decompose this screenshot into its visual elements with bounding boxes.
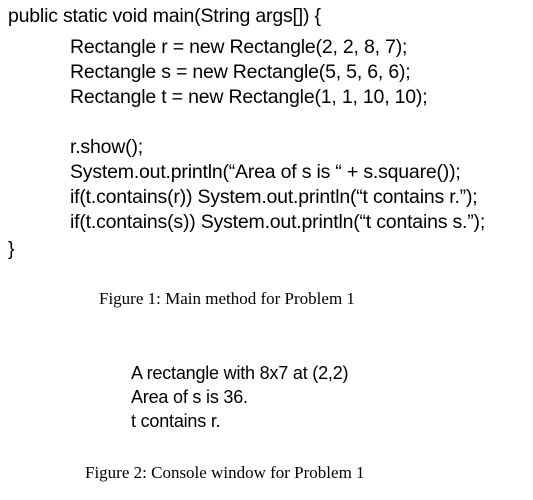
console-line-contains: t contains r. xyxy=(131,411,221,431)
code-line-contains-s: if(t.contains(s)) System.out.println(“t contains s.”); xyxy=(70,211,486,233)
code-line-closing-brace: } xyxy=(8,238,15,260)
code-line-rectangle-t: Rectangle t = new Rectangle(1, 1, 10, 10); xyxy=(70,86,428,108)
figure-2-caption: Figure 2: Console window for Problem 1 xyxy=(85,463,365,482)
code-line-show-call: r.show(); xyxy=(70,136,143,158)
figure-1-caption: Figure 1: Main method for Problem 1 xyxy=(99,289,355,308)
console-line-rectangle-info: A rectangle with 8x7 at (2,2) xyxy=(131,363,349,383)
code-line-method-signature: public static void main(String args[]) { xyxy=(8,5,321,27)
code-line-rectangle-r: Rectangle r = new Rectangle(2, 2, 8, 7); xyxy=(70,36,408,58)
code-line-rectangle-s: Rectangle s = new Rectangle(5, 5, 6, 6); xyxy=(70,61,411,83)
code-line-contains-r: if(t.contains(r)) System.out.println(“t contains r.”); xyxy=(70,186,478,208)
console-line-area: Area of s is 36. xyxy=(131,387,248,407)
code-line-print-area: System.out.println(“Area of s is “ + s.square()); xyxy=(70,161,461,183)
